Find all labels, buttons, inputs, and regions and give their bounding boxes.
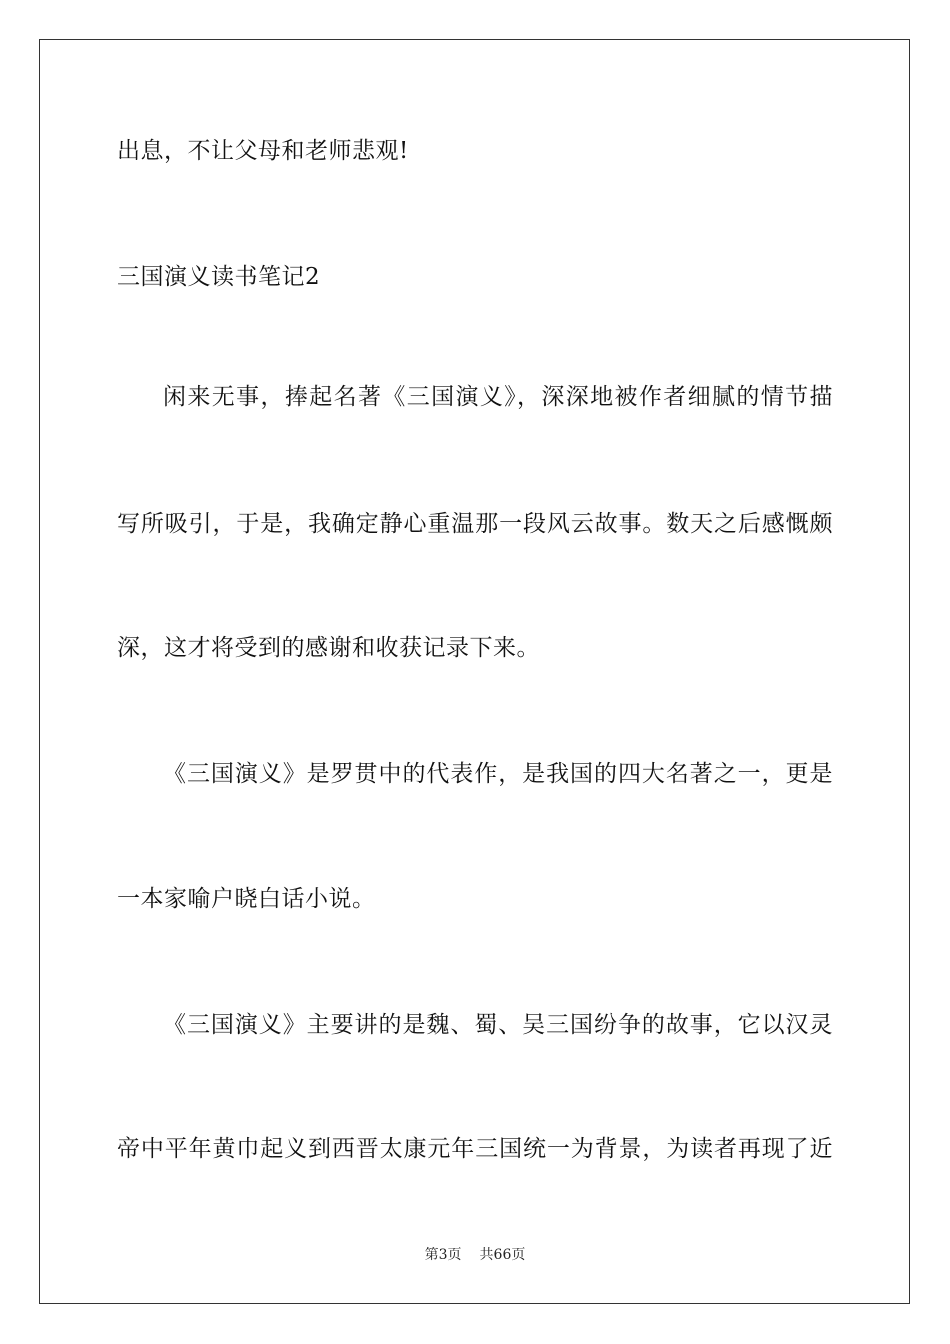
paragraph-line: 闲来无事，捧起名著《三国演义》，深深地被作者细腻的情节描 (163, 384, 833, 410)
paragraph-line: 《三国演义》主要讲的是魏、蜀、吴三国纷争的故事，它以汉灵 (163, 1012, 833, 1038)
paragraph-line: 帝中平年黄巾起义到西晋太康元年三国统一为背景，为读者再现了近 (117, 1136, 833, 1162)
paragraph-line: 《三国演义》是罗贯中的代表作，是我国的四大名著之一，更是 (163, 761, 833, 787)
paragraph-line: 出息，不让父母和老师悲观! (117, 138, 409, 164)
page-footer (0, 1246, 950, 1264)
paragraph-line: 一本家喻户晓白话小说。 (117, 886, 376, 912)
section-heading: 三国演义读书笔记2 (117, 264, 321, 290)
page-number: 第3页 (424, 1247, 462, 1263)
page-border (39, 39, 910, 1304)
page-total: 共66页 (479, 1247, 526, 1263)
paragraph-line: 写所吸引，于是，我确定静心重温那一段风云故事。数天之后感慨颇 (117, 511, 833, 537)
paragraph-line: 深，这才将受到的感谢和收获记录下来。 (117, 635, 540, 661)
